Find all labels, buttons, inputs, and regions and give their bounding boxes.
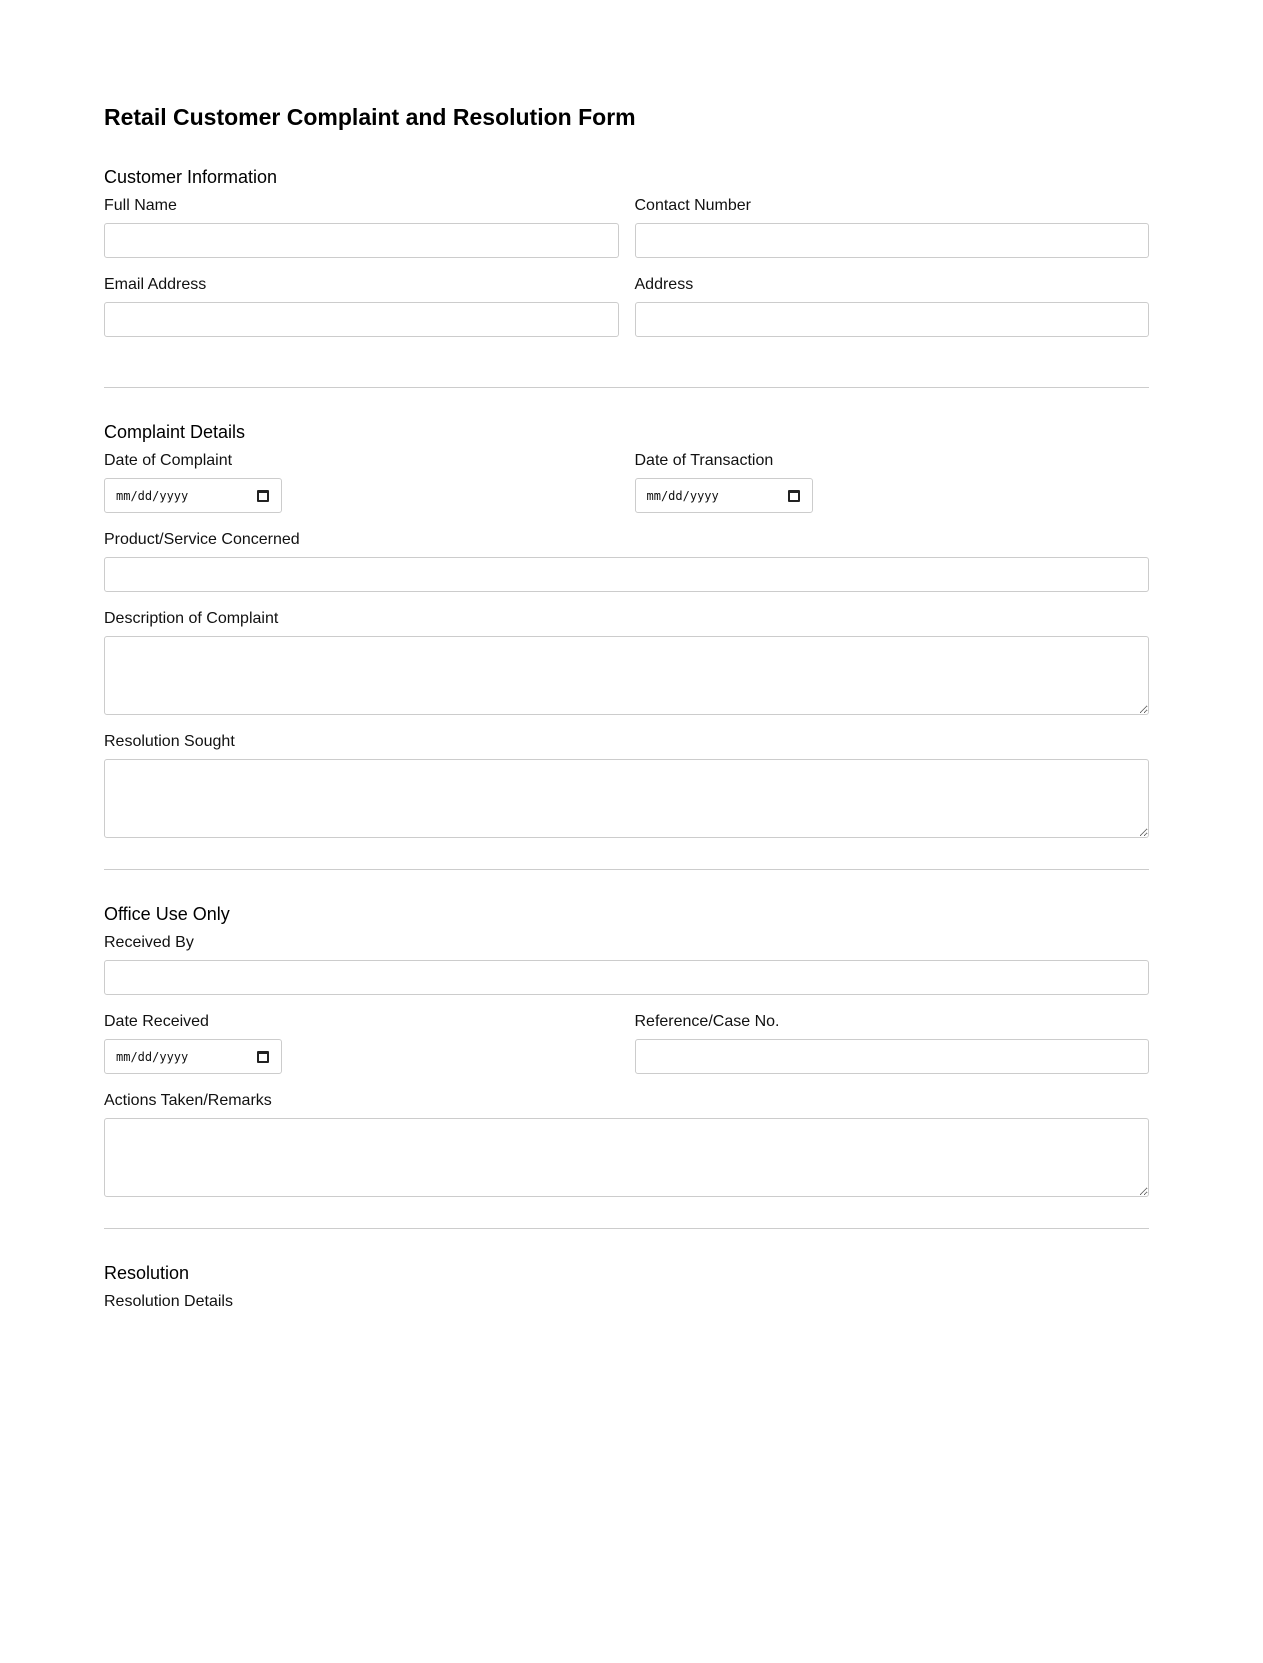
date-of-transaction-label: Date of Transaction	[634, 452, 774, 469]
section-divider	[104, 1228, 1149, 1229]
calendar-icon[interactable]	[788, 490, 800, 502]
section-complaint-details	[104, 421, 1149, 838]
date-placeholder: mm/dd/yyyy	[116, 488, 189, 503]
complaint-form	[104, 98, 1149, 1310]
email-label: Email Address	[104, 276, 207, 293]
reference-no-field-group	[635, 1012, 1150, 1074]
contact-number-field-group	[635, 196, 1150, 258]
description-textarea[interactable]	[104, 636, 1149, 715]
date-of-complaint-input[interactable]	[104, 478, 282, 513]
received-by-field-group	[104, 933, 1149, 995]
date-of-transaction-input[interactable]	[635, 478, 813, 513]
section-divider	[104, 387, 1149, 388]
date-of-complaint-label: Date of Complaint	[104, 452, 233, 469]
date-received-field-group	[104, 1012, 619, 1074]
full-name-field-group	[104, 196, 619, 258]
received-by-label: Received By	[104, 934, 194, 951]
section-divider	[104, 869, 1149, 870]
date-received-label: Date Received	[104, 1013, 209, 1030]
date-received-input[interactable]	[104, 1039, 282, 1074]
resolution-details-label: Resolution Details	[104, 1293, 233, 1310]
date-placeholder: mm/dd/yyyy	[116, 1049, 189, 1064]
section-title: Resolution	[104, 1263, 190, 1283]
contact-number-label: Contact Number	[634, 197, 751, 214]
product-service-input[interactable]	[104, 557, 1149, 592]
section-office-use-only	[104, 903, 1149, 1197]
resolution-sought-field-group	[104, 732, 1149, 838]
received-by-input[interactable]	[104, 960, 1149, 995]
actions-taken-field-group	[104, 1091, 1149, 1197]
page-title: Retail Customer Complaint and Resolution Form	[104, 104, 636, 130]
email-input[interactable]	[104, 302, 619, 337]
date-of-complaint-field-group	[104, 451, 619, 513]
description-field-group	[104, 609, 1149, 715]
address-label: Address	[634, 276, 694, 293]
address-field-group	[635, 275, 1150, 337]
section-title: Complaint Details	[104, 422, 246, 442]
full-name-label: Full Name	[104, 197, 177, 214]
section-customer-information	[104, 166, 1149, 354]
resolution-sought-label: Resolution Sought	[104, 733, 235, 750]
calendar-icon[interactable]	[257, 1051, 269, 1063]
resolution-sought-textarea[interactable]	[104, 759, 1149, 838]
section-title: Customer Information	[104, 167, 278, 187]
reference-no-label: Reference/Case No.	[634, 1013, 780, 1030]
calendar-icon[interactable]	[257, 490, 269, 502]
resolution-details-field-group	[104, 1292, 1149, 1312]
contact-number-input[interactable]	[635, 223, 1150, 258]
product-service-label: Product/Service Concerned	[104, 531, 300, 548]
actions-taken-label: Actions Taken/Remarks	[104, 1092, 272, 1109]
product-service-field-group	[104, 530, 1149, 592]
description-label: Description of Complaint	[104, 610, 279, 627]
reference-no-input[interactable]	[635, 1039, 1150, 1074]
date-of-transaction-field-group	[635, 451, 1150, 513]
date-placeholder: mm/dd/yyyy	[646, 488, 719, 503]
address-input[interactable]	[635, 302, 1150, 337]
section-resolution	[104, 1262, 1149, 1312]
full-name-input[interactable]	[104, 223, 619, 258]
actions-taken-textarea[interactable]	[104, 1118, 1149, 1197]
section-title: Office Use Only	[104, 904, 230, 924]
email-field-group	[104, 275, 619, 337]
